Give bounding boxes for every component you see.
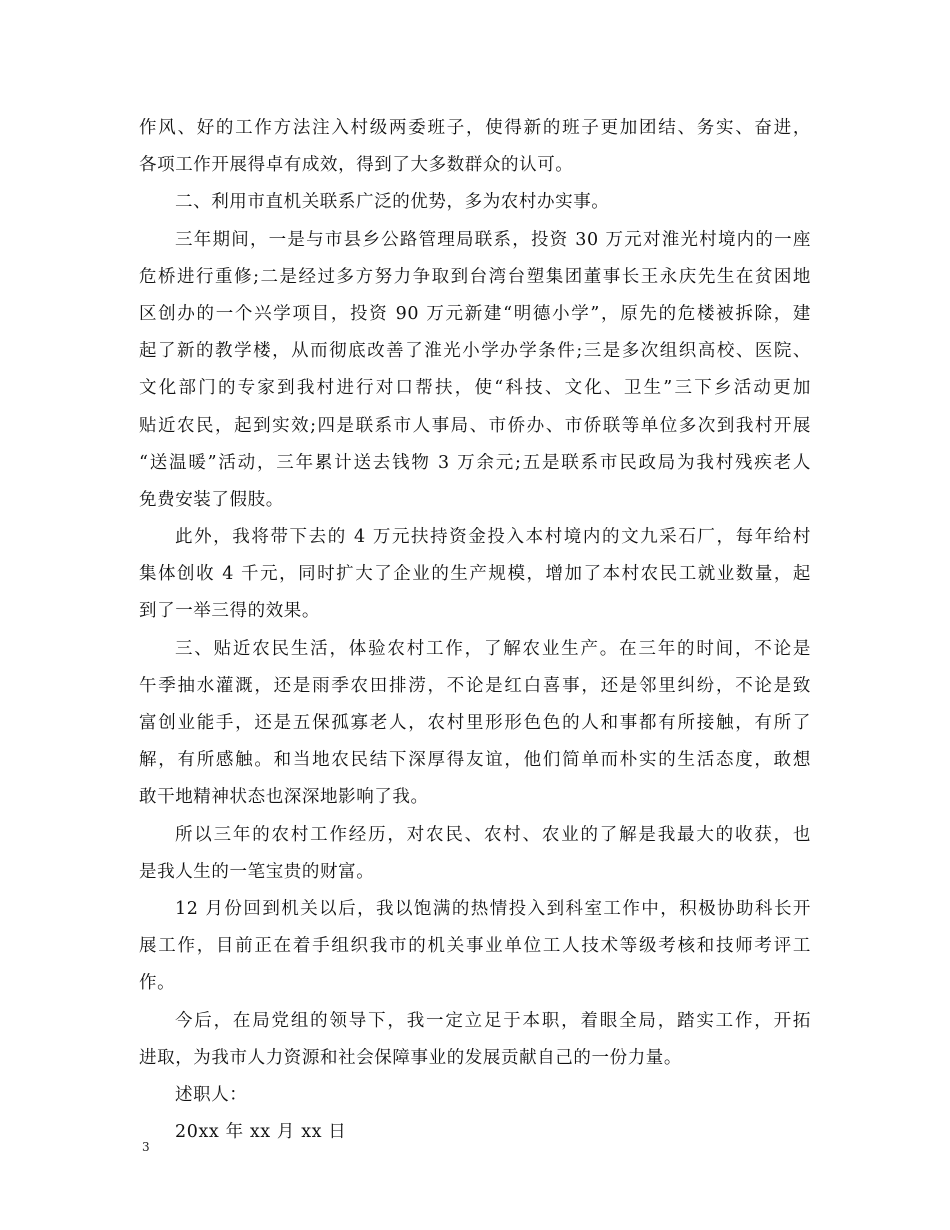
text-line: 是我人生的一笔宝贵的财富。 — [139, 861, 375, 882]
section-heading: 二、利用市直机关联系广泛的优势，多为农村办实事。 — [175, 192, 610, 213]
page-number: 3 — [142, 1140, 150, 1154]
text-line: 危桥进行重修;二是经过多方努力争取到台湾台塑集团董事长王永庆先生在贫困地 — [139, 266, 811, 287]
text-line: “送温暖”活动，三年累计送去钱物 3 万余元;五是联系市民政局为我村残疾老人 — [139, 452, 811, 473]
text-line: 所以三年的农村工作经历，对农民、农村、农业的了解是我最大的收获，也 — [175, 824, 811, 845]
text-line: 贴近农民，起到实效;四是联系市人事局、市侨办、市侨联等单位多次到我村开展 — [139, 415, 811, 436]
text-line: 此外，我将带下去的 4 万元扶持资金投入本村境内的文九采石厂，每年给村 — [175, 527, 811, 548]
text-line: 作。 — [139, 973, 176, 994]
text-line: 午季抽水灌溉，还是雨季农田排涝，不论是红白喜事，还是邻里纠纷，不论是致 — [139, 675, 811, 696]
text-line: 免费安装了假肢。 — [139, 489, 284, 510]
text-line: 起了新的教学楼，从而彻底改善了淮光小学办学条件;三是多次组织高校、医院、 — [139, 341, 811, 362]
text-line: 文化部门的专家到我村进行对口帮扶，使“科技、文化、卫生”三下乡活动更加 — [139, 378, 811, 399]
text-line: 富创业能手，还是五保孤寡老人，农村里形形色色的人和事都有所接触，有所了 — [139, 713, 811, 733]
signature-label: 述职人： — [175, 1084, 248, 1105]
text-line: 作风、好的工作方法注入村级两委班子，使得新的班子更加团结、务实、奋进， — [139, 118, 811, 138]
text-line: 敢干地精神状态也深深地影响了我。 — [139, 787, 429, 808]
text-line: 集体创收 4 千元，同时扩大了企业的生产规模，增加了本村农民工就业数量，起 — [139, 564, 811, 585]
text-line: 各项工作开展得卓有成效，得到了大多数群众的认可。 — [139, 155, 574, 176]
text-line: 三年期间，一是与市县乡公路管理局联系，投资 30 万元对淮光村境内的一座 — [175, 229, 811, 250]
signature-date: 20xx 年 xx 月 xx 日 — [175, 1122, 347, 1143]
text-line: 展工作，目前正在着手组织我市的机关事业单位工人技术等级考核和技师考评工 — [139, 936, 811, 957]
text-line: 进取，为我市人力资源和社会保障事业的发展贡献自己的一份力量。 — [139, 1047, 682, 1068]
text-line: 到了一举三得的效果。 — [139, 601, 320, 622]
text-line: 今后，在局党组的领导下，我一定立足于本职，着眼全局，踏实工作，开拓 — [175, 1010, 811, 1031]
text-line: 解，有所感触。和当地农民结下深厚得友谊，他们简单而朴实的生活态度，敢想 — [139, 750, 811, 771]
text-line: 区创办的一个兴学项目，投资 90 万元新建“明德小学”，原先的危楼被拆除，建 — [139, 303, 811, 324]
section-heading: 三、贴近农民生活，体验农村工作，了解农业生产。在三年的时间，不论是 — [175, 638, 811, 659]
document-body — [139, 110, 811, 1151]
text-line: 12 月份回到机关以后，我以饱满的热情投入到科室工作中，积极协助科长开 — [175, 898, 811, 919]
